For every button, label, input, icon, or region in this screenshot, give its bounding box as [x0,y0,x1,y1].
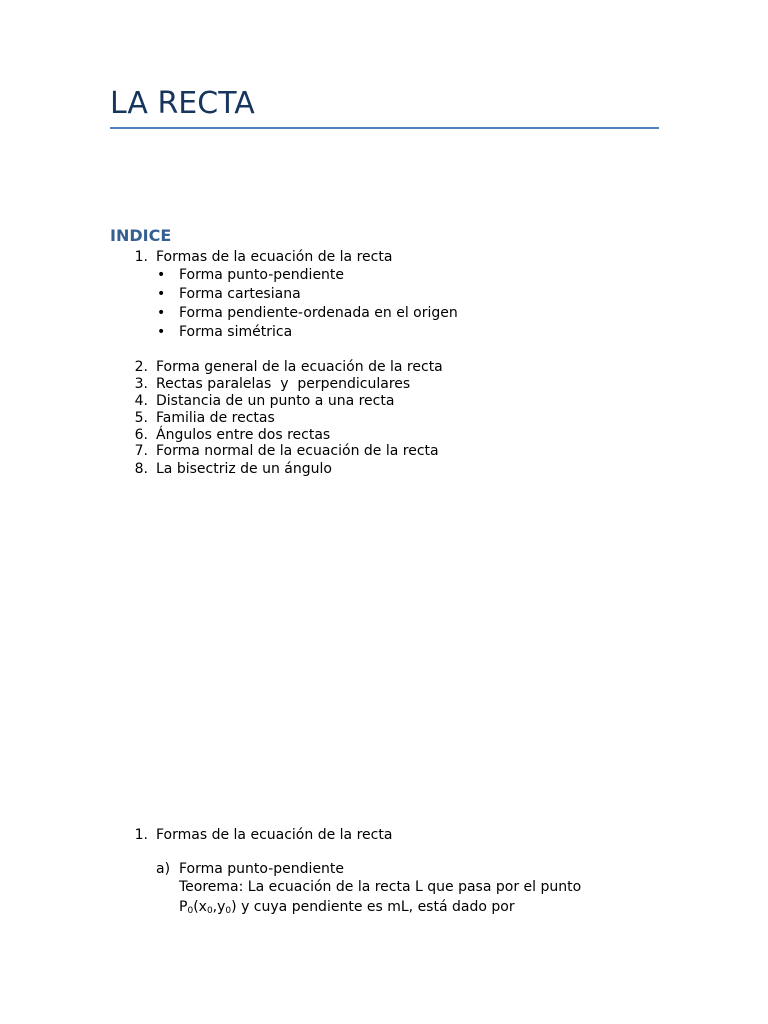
theorem-line [179,878,581,896]
point-coord: ,y [212,899,226,915]
index-item-number: 6. [134,427,148,443]
section-number: 1. [134,827,148,843]
subscript: 0 [187,906,194,916]
index-bullet-text: Forma cartesiana [179,286,301,302]
bullet-icon: • [157,286,166,302]
subscript: 0 [225,906,232,916]
theorem-text: Teorema: La ecuación de la recta L que pasa por el punto [179,879,582,895]
index-bullet-text: Forma punto-pendiente [179,267,345,283]
subsection-title: Forma punto-pendiente [179,861,345,877]
index-bullet-text: Forma pendiente-ordenada en el origen [179,305,458,321]
theorem-text: ) y cuya pendiente es mL, está dado por [231,899,515,915]
index-item-number: 8. [134,461,148,477]
point-label: P [179,899,188,915]
bullet-icon: • [157,267,166,283]
index-heading: INDICE [110,226,172,245]
bullet-icon: • [157,324,166,340]
index-item-text: La bisectriz de un ángulo [156,461,332,477]
point-coord: (x [193,899,207,915]
title-underline [110,127,659,129]
index-item-text: Familia de rectas [156,410,275,426]
index-item-text: Forma general de la ecuación de la recta [156,359,443,375]
subsection-label: a) [156,861,171,877]
section-title: Formas de la ecuación de la recta [156,827,393,843]
index-item-number: 1. [134,249,148,265]
subscript: 0 [206,906,213,916]
index-item-number: 7. [134,443,148,459]
index-item-text: Distancia de un punto a una recta [156,393,395,409]
index-bullet-text: Forma simétrica [179,324,293,340]
theorem-line [179,898,515,920]
bullet-icon: • [157,305,166,321]
index-item-text: Forma normal de la ecuación de la recta [156,443,439,459]
index-item-text: Ángulos entre dos rectas [156,427,331,443]
index-item-text: Formas de la ecuación de la recta [156,249,393,265]
index-item-number: 2. [134,359,148,375]
index-item-number: 3. [134,376,148,392]
index-item-number: 4. [134,393,148,409]
index-item-number: 5. [134,410,148,426]
document-title: LA RECTA [110,86,255,121]
index-item-text: Rectas paralelas y perpendiculares [156,376,411,392]
